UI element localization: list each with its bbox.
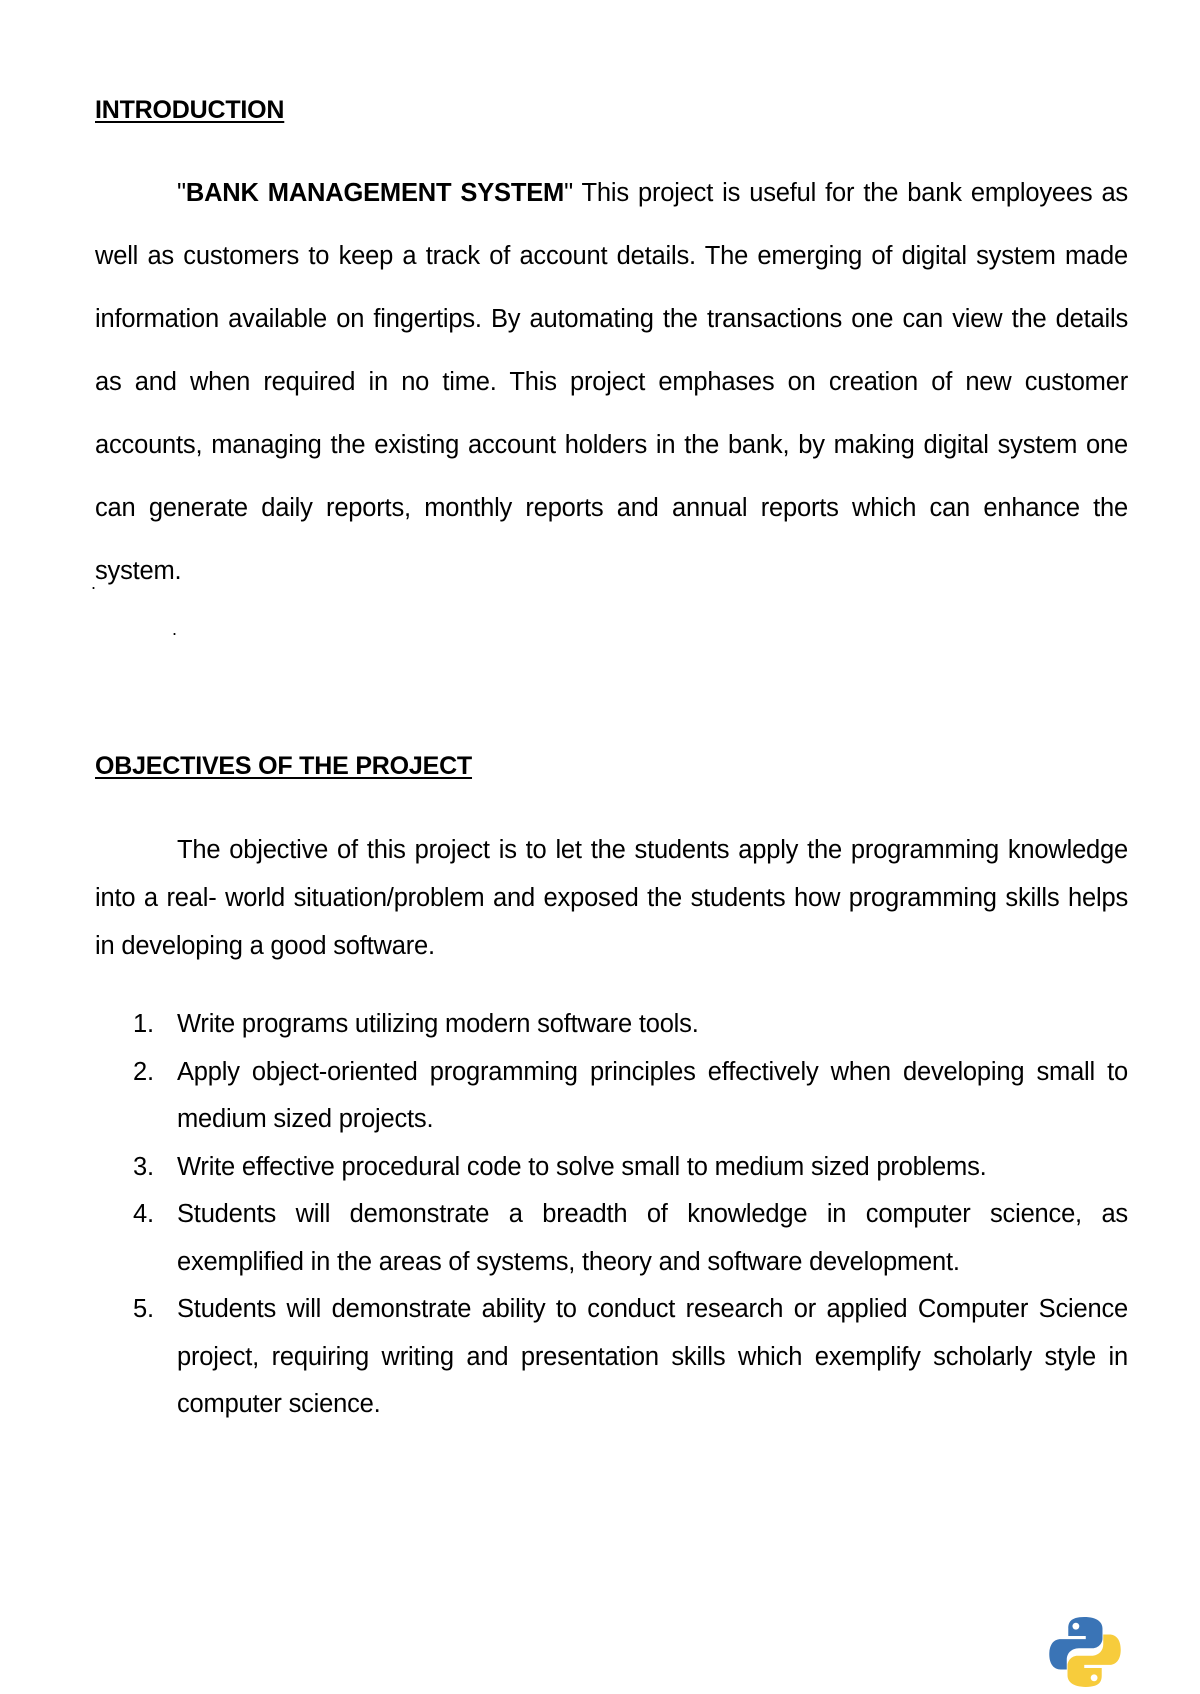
project-title: BANK MANAGEMENT SYSTEM	[185, 179, 565, 207]
list-item-text: Students will demonstrate a breadth of knowledge in computer science, as exemplified in the areas of systems, theory and software development.	[177, 1200, 1128, 1276]
list-item-number: 3.	[133, 1152, 154, 1181]
list-item-number: 5.	[133, 1295, 154, 1323]
objectives-list	[95, 1001, 1128, 1429]
quote-close: "	[564, 179, 573, 207]
list-item	[95, 1049, 1128, 1144]
introduction-paragraph	[95, 162, 1128, 603]
stray-dot-1: .	[91, 573, 97, 593]
list-item-number: 4.	[133, 1200, 154, 1228]
list-item-text: Students will demonstrate ability to conduct research or applied Computer Science project, requiring writing and presentation skills which exemplify scholarly style in computer science.	[177, 1295, 1128, 1418]
list-item-text: Apply object-oriented programming principles effectively when developing small to medium sized projects.	[177, 1057, 1128, 1133]
list-item	[95, 1286, 1128, 1429]
document-page	[91, 0, 1128, 1694]
introduction-heading: INTRODUCTION	[95, 96, 285, 124]
list-item	[95, 1144, 1128, 1192]
list-item-number: 1.	[133, 1010, 154, 1038]
stray-dot-2: .	[172, 619, 178, 639]
objectives-heading: OBJECTIVES OF THE PROJECT	[95, 752, 473, 780]
python-logo-eye-bottom	[1091, 1674, 1098, 1681]
introduction-body: This project is useful for the bank employees as well as customers to keep a track of account details. The emerging of digital system made information available on fingertips. By automating the transactions one can view the details as and when required in no time. This project emphases on creation of new customer accounts, managing the existing account holders in the bank, by making digital system one can generate daily reports, monthly reports and annual reports which can enhance the system.	[95, 179, 1128, 585]
list-item-text: Write effective procedural code to solve small to medium sized problems.	[177, 1152, 987, 1181]
objectives-paragraph: The objective of this project is to let the students apply the programming knowledge into a real- world situation/problem and exposed the students how programming skills helps in developing a good software.	[95, 836, 1128, 960]
python-logo-icon	[1047, 1614, 1123, 1690]
list-item-number: 2.	[133, 1057, 154, 1086]
list-item-text: Write programs utilizing modern software tools.	[177, 1010, 699, 1038]
list-item	[95, 1001, 1128, 1049]
python-logo-eye-top	[1072, 1623, 1079, 1630]
quote-open: "	[177, 179, 186, 207]
list-item	[95, 1191, 1128, 1286]
